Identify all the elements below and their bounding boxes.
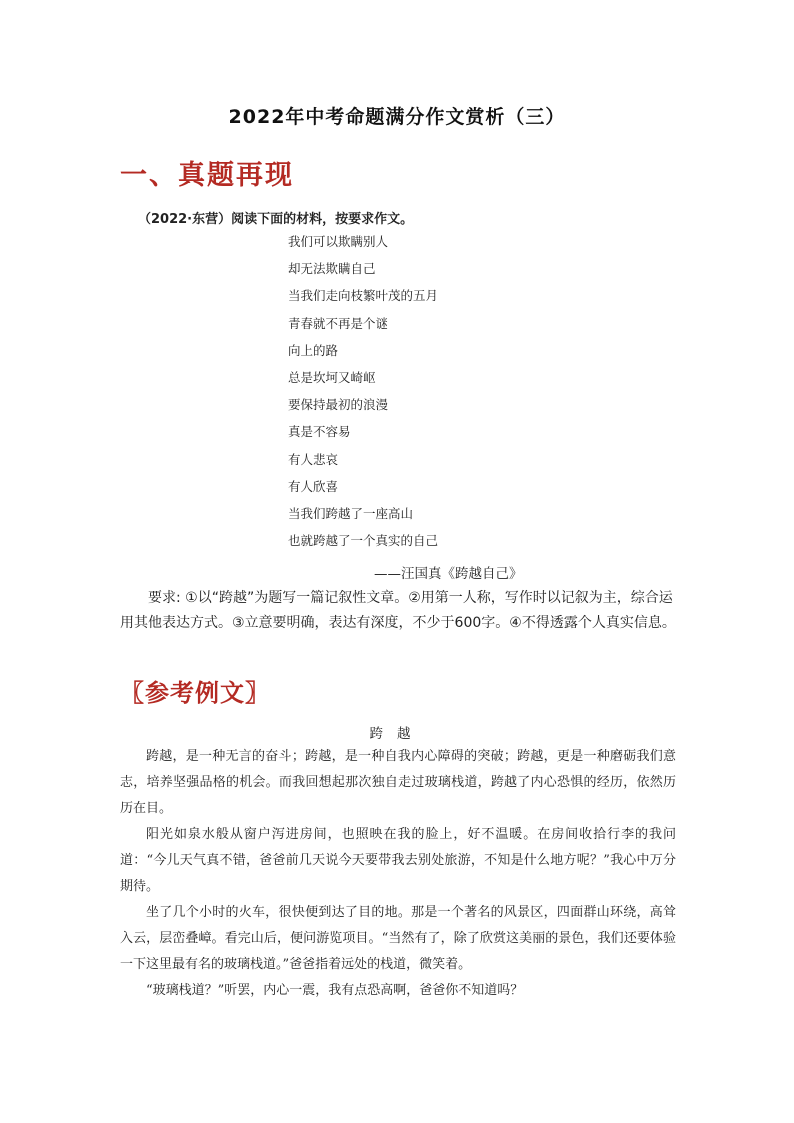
essay-paragraph: 跨越，是一种无言的奋斗；跨越，是一种自我内心障碍的突破；跨越，更是一种磨砺我们意志，培养坚强品格的机会。而我回想起那次独自走过玻璃栈道，跨越了内心恐惧的经历，依然历历在目。 <box>120 749 676 816</box>
poem-line: 要保持最初的浪漫 <box>288 397 389 413</box>
poem-line: 有人悲哀 <box>288 451 339 467</box>
poem-line: 也就跨越了一个真实的自己 <box>288 533 439 549</box>
poem-line: 当我们走向枝繁叶茂的五月 <box>288 288 439 304</box>
essay-paragraph: 坐了几个小时的火车，很快便到达了目的地。那是一个著名的风景区，四面群山环绕，高耸入云，层峦叠嶂。看完山后，便问游览项目。“当然有了，除了欣赏这美丽的景色，我们还要体验一下这里最有名的玻璃栈道。”爸爸指着远处的栈道，微笑着。 <box>120 905 676 972</box>
essay-title: 跨越 <box>369 726 425 742</box>
poem-line: 真是不容易 <box>288 424 351 440</box>
section-heading: 一、真题再现 <box>120 160 294 191</box>
essay-body <box>120 744 676 1004</box>
poem-line: 有人欣喜 <box>288 478 339 494</box>
document-title: 2022年中考命题满分作文赏析（三） <box>228 106 566 128</box>
poem-line: 总是坎坷又崎岖 <box>288 369 376 385</box>
prompt-line: （2022·东营）阅读下面的材料，按要求作文。 <box>138 212 414 227</box>
poem-line: 向上的路 <box>288 342 339 358</box>
poem-line: 当我们跨越了一座高山 <box>288 505 414 521</box>
essay-paragraph: “玻璃栈道？”听罢，内心一震，我有点恐高啊，爸爸你不知道吗？ <box>146 983 524 998</box>
poem-line: 青春就不再是个谜 <box>288 315 389 331</box>
requirements-text: 要求: ①以“跨越”为题写一篇记叙性文章。②用第一人称，写作时以记叙为主，综合运用其他表达方式。③立意要明确，表达有深度，不少于600字。④不得透露个人真实信息。 <box>120 590 676 631</box>
reference-heading: 〖参考例文〗 <box>120 678 270 707</box>
poem-source: ——汪国真《跨越自己》 <box>374 566 523 582</box>
poem-line: 我们可以欺瞒别人 <box>288 234 389 249</box>
poem <box>288 232 438 558</box>
essay-paragraph: 阳光如泉水般从窗户泻进房间，也照映在我的脸上，好不温暖。在房间收拾行李的我问道：“今儿天气真不错，爸爸前几天说今天要带我去别处旅游，不知是什么地方呢？”我心中万分期待。 <box>120 827 676 894</box>
poem-line: 却无法欺瞒自己 <box>288 261 376 277</box>
